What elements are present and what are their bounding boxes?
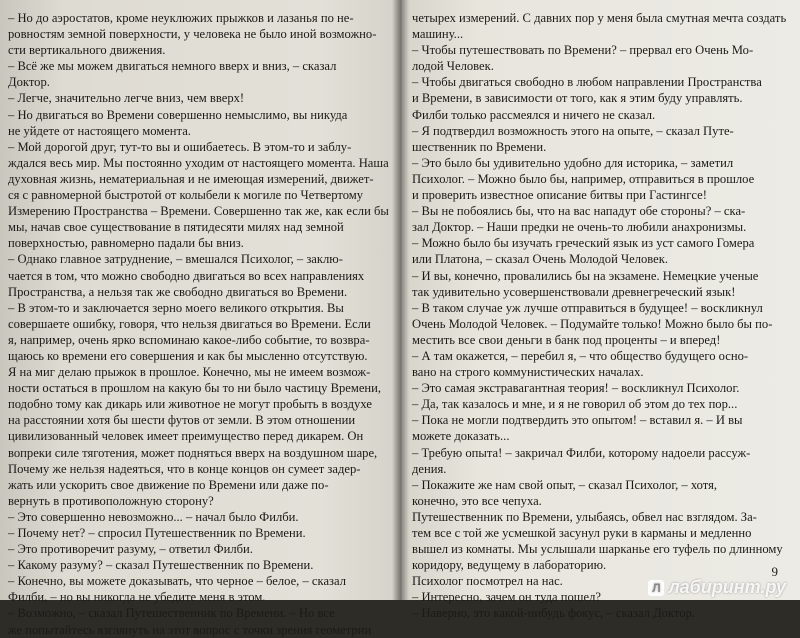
left-page-line: вернуть в противоположную сторону? [8,493,214,508]
right-page-line: – Интересно, зачем он туда пошел? [412,590,601,605]
left-page-line: – Это совершенно невозможно... – начал было Филби. [8,509,299,524]
right-page-line: – Наверно, это какой-нибудь фокус, – сказал Доктор. [412,606,696,621]
right-page-line: вано на строго коммунистических началах. [412,365,644,380]
left-page-line: духовная жизнь, нематериальная и не имеющая измерений, движет- [8,171,374,186]
right-page-line: – Требую опыта! – закричал Филби, которому надоели рассуж- [412,445,751,460]
left-page-line: Измерению Пространства – Времени. Совершенно так же, как если бы [8,204,389,219]
left-page-line: – Почему нет? – спросил Путешественник по Времени. [8,526,306,540]
left-page-line: подобно тому как дикарь или животное не могут пробыть в воздухе [8,397,372,412]
page-number: 9 [771,564,778,579]
left-page-line: Филби, – но вы никогда не убедите меня в этом. [8,590,266,605]
watermark-text: лабиринт.ру [668,577,786,597]
left-page-line: я, например, очень ярко вспоминаю какое-либо событие, то возвра- [8,332,370,347]
right-page-line: Психолог посмотрел на нас. [412,574,563,589]
right-page-line: тем все с той же усмешкой засунул руки в карманы и медленно [412,526,752,540]
watermark-badge-icon: Л [648,580,664,596]
right-page-line: – Вы не побоялись бы, что на вас нападут обе стороны? – ска- [412,204,746,219]
left-page-line: Пространства, а нельзя так же свободно двигаться во Времени. [8,284,348,299]
left-page-line: щаюсь ко времени его совершения и как бы мысленно отсутствую. [8,348,368,363]
right-page-line: коридору, ведущему в лабораторию. [412,558,607,573]
left-page-line: – Всё же мы можем двигаться немного вверх и вниз, – сказал [8,59,337,74]
left-page [8,10,390,637]
right-page [412,10,792,621]
left-page-line: ровностям земной поверхности, у человека не было иной возможно- [8,27,377,42]
left-page-text [8,10,390,638]
right-page-line: или Платона, – сказал Очень Молодой Человек. [412,252,669,267]
right-page-line: конечно, это все чепуха. [412,493,542,508]
right-page-text [412,10,792,622]
right-page-line: четырех измерений. С давних пор у меня была смутная мечта создать [412,11,787,25]
watermark-logo [648,577,786,598]
right-page-line: – Чтобы путешествовать по Времени? – прервал его Очень Мо- [412,43,754,58]
right-page-line: и проверить известное описание битвы при Гастингсе! [412,188,707,203]
right-page-line: Путешественник по Времени, улыбаясь, обвел нас взглядом. За- [412,509,757,524]
right-page-line: Психолог. – Можно было бы, например, отправиться в прошлое [412,171,755,186]
right-page-line: так удивительно усовершенствовали древнегреческий язык! [412,284,736,299]
book-gutter [392,0,410,600]
left-page-line: вопреки силе тяготения, может подняться вверх на воздушном шаре, [8,445,378,460]
right-page-line: – Это самая экстравагантная теория! – воскликнул Психолог. [412,381,740,396]
right-page-line: – Покажите же нам свой опыт, – сказал Психолог, – хотя, [412,477,718,492]
right-page-line: машину... [412,27,464,42]
left-page-line: мы, начав свое существование в пятидесяти милях над земной [8,220,344,235]
left-page-line: ности остаться в прошлом на какую бы то ни было частицу Времени, [8,381,382,396]
right-page-line: – Можно было бы изучать греческий язык из уст самого Гомера [412,236,755,251]
left-page-line: – Но до аэростатов, кроме неуклюжих прыжков и лазанья по не- [8,11,354,25]
right-page-line: шественник по Времени. [412,139,547,154]
right-page-line: – А там окажется, – перебил я, – что общество будущего осно- [412,348,749,363]
right-page-line: – Да, так казалось и мне, и я не говорил об этом до тех пор... [412,397,738,412]
right-page-line: – Это было бы удивительно удобно для историка, – заметил [412,155,734,170]
right-page-line: дения. [412,461,447,476]
left-page-line: Доктор. [8,75,50,90]
left-page-line: цивилизованный человек имеет преимущество перед дикарем. Он [8,429,364,444]
left-page-line: не уйдете от настоящего момента. [8,123,191,138]
left-page-line: – Это противоречит разуму, – ответил Филби. [8,542,253,557]
left-page-line: – Какому разуму? – сказал Путешественник по Времени. [8,558,314,573]
left-page-line: чается в том, что можно свободно двигаться во всех направлениях [8,268,365,283]
left-page-line: Я на миг делаю прыжок в прошлое. Конечно, мы не имеем возмож- [8,365,371,380]
right-page-line: Очень Молодой Человек. – Подумайте только! Можно было бы по- [412,316,773,331]
left-page-line: жать или ускорить свое движение по Времени или даже по- [8,477,329,492]
left-page-line: совершаете ошибку, говоря, что нельзя двигаться во Времени. Если [8,316,371,331]
right-page-line: местить все свои деньги в банк под проценты – и вперед! [412,332,721,347]
left-page-line: ждался весь мир. Мы постоянно уходим от настоящего момента. Наша [8,155,389,170]
right-page-line: вышел из комнаты. Мы услышали шарканье его туфель по длинному [412,542,783,557]
left-page-line: же попытайтесь взглянуть на этот вопрос с точки зрения геометрии [8,622,372,637]
right-page-line: и Времени, в зависимости от того, как я этим буду управлять. [412,91,743,106]
left-page-line: – Мой дорогой друг, тут-то вы и ошибаетесь. В этом-то и заблу- [8,139,352,154]
right-page-line: – В таком случае уж лучше отправиться в будущее! – воскликнул [412,300,763,315]
left-page-line: на расстоянии хотя бы шести футов от земли. В этом отношении [8,413,356,428]
right-page-line: можете доказать... [412,429,510,444]
left-page-line: ся с равномерной быстротой от колыбели к могиле по Четвертому [8,188,364,203]
right-page-line: зал Доктор. – Наши предки не очень-то любили анахронизмы. [412,220,747,235]
right-page-line: лодой Человек. [412,59,494,74]
left-page-line: – Возможно, – сказал Путешественник по Времени. – Но все [8,606,335,621]
left-page-line: Почему же нельзя надеяться, что в конце концов он сумеет задер- [8,461,361,476]
right-page-line: – И вы, конечно, провалились бы на экзамене. Немецкие ученые [412,268,759,283]
right-page-line: – Пока не могли подтвердить это опытом! – вставил я. – И вы [412,413,743,428]
left-page-line: – Однако главное затруднение, – вмешался Психолог, – заклю- [8,252,343,267]
left-page-line: поверхностью, равномерно падали бы вниз. [8,236,244,251]
right-page-line: Филби только рассмеялся и ничего не сказал. [412,107,656,122]
left-page-line: – Конечно, вы можете доказывать, что черное – белое, – сказал [8,574,346,589]
left-page-line: – В этом-то и заключается зерно моего великого открытия. Вы [8,300,344,315]
left-page-line: – Но двигаться во Времени совершенно немыслимо, вы никуда [8,107,348,122]
left-page-line: сти вертикального движения. [8,43,166,58]
right-page-line: – Я подтвердил возможность этого на опыте, – сказал Путе- [412,123,734,138]
left-page-line: – Легче, значительно легче вниз, чем вверх! [8,91,245,106]
right-page-line: – Чтобы двигаться свободно в любом направлении Пространства [412,75,762,90]
